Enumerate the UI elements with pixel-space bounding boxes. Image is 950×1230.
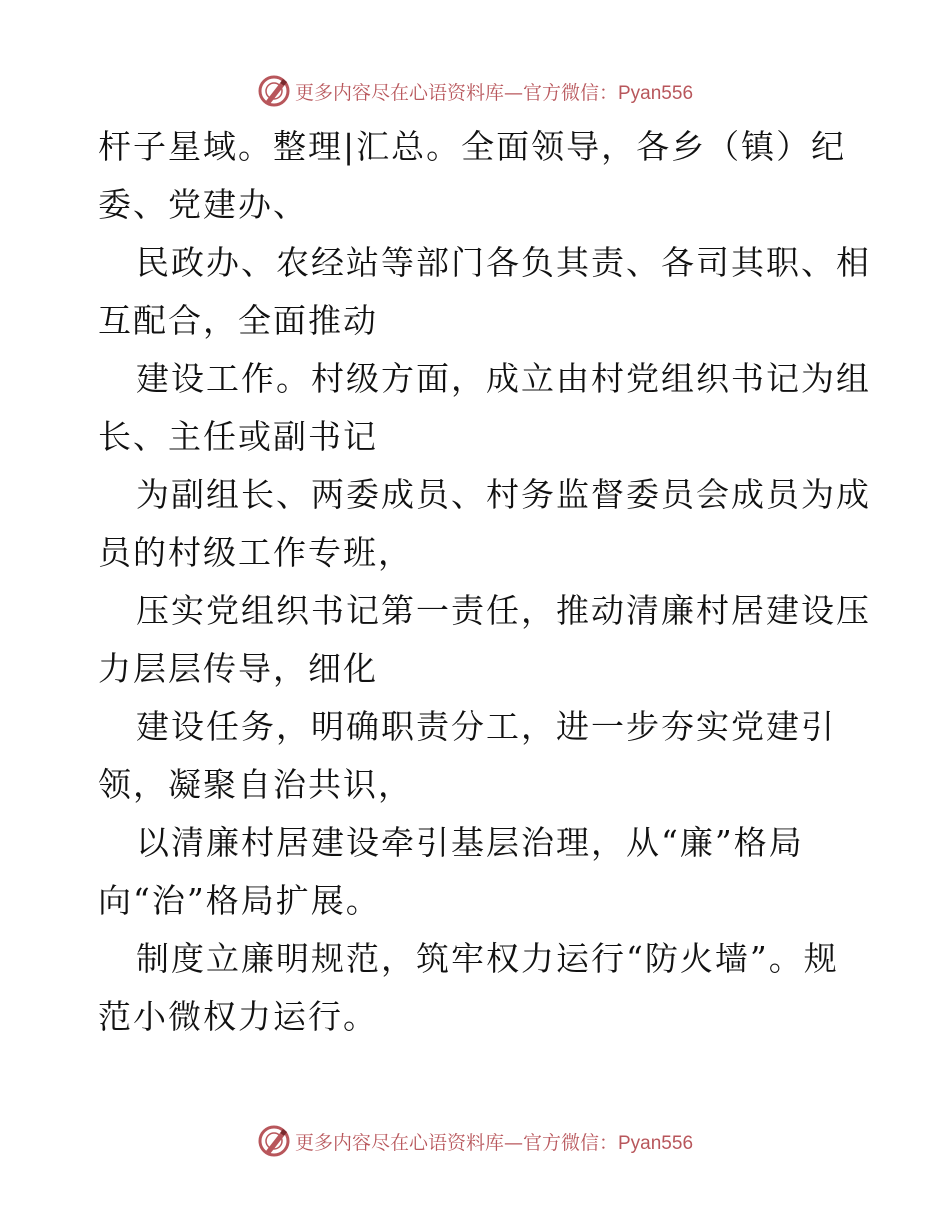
watermark-dash: — <box>503 81 523 104</box>
text-line: 民政办、农经站等部门各负其责、各司其职、相 <box>136 243 871 282</box>
text-line: 长、主任或副书记 <box>98 417 378 456</box>
text-line: 为副组长、两委成员、村务监督委员会成员为成 <box>136 475 871 514</box>
watermark-text <box>295 1128 693 1155</box>
watermark-dash: — <box>503 1131 523 1154</box>
text-line: 员的村级工作专班， <box>98 533 413 572</box>
text-line: 委、党建办、 <box>98 185 308 224</box>
text-line: 建设任务，明确职责分工，进一步夯实党建引 <box>136 707 836 746</box>
text-line: 制度立廉明规范，筑牢权力运行“防火墙”。规 <box>136 939 839 978</box>
watermark-wechat-label: 官方微信： <box>522 81 618 104</box>
text-line: 范小微权力运行。 <box>98 997 378 1036</box>
text-line: 压实党组织书记第一责任，推动清廉村居建设压 <box>136 591 871 630</box>
footer-watermark <box>0 1121 950 1161</box>
header-watermark <box>0 71 950 111</box>
pen-seal-logo-icon <box>257 74 291 108</box>
text-line: 领，凝聚自治共识， <box>98 765 413 804</box>
text-line: 建设工作。村级方面，成立由村党组织书记为组 <box>136 359 871 398</box>
text-line: 杆子星域。整理|汇总。全面领导，各乡（镇）纪 <box>98 127 847 166</box>
watermark-wechat-id: Pyan556 <box>618 1132 694 1154</box>
text-line: 以清廉村居建设牵引基层治理，从“廉”格局 <box>136 823 804 862</box>
document-body <box>98 118 871 1046</box>
watermark-site-name: 更多内容尽在心语资料库 <box>294 1131 504 1154</box>
watermark-wechat-label: 官方微信： <box>522 1131 618 1154</box>
text-line: 力层层传导，细化 <box>98 649 378 688</box>
text-line: 互配合，全面推动 <box>98 301 378 340</box>
watermark-site-name: 更多内容尽在心语资料库 <box>294 81 504 104</box>
watermark-text <box>295 78 693 105</box>
watermark-wechat-id: Pyan556 <box>618 82 694 104</box>
text-line: 向“治”格局扩展。 <box>98 881 381 920</box>
pen-seal-logo-icon <box>257 1124 291 1158</box>
